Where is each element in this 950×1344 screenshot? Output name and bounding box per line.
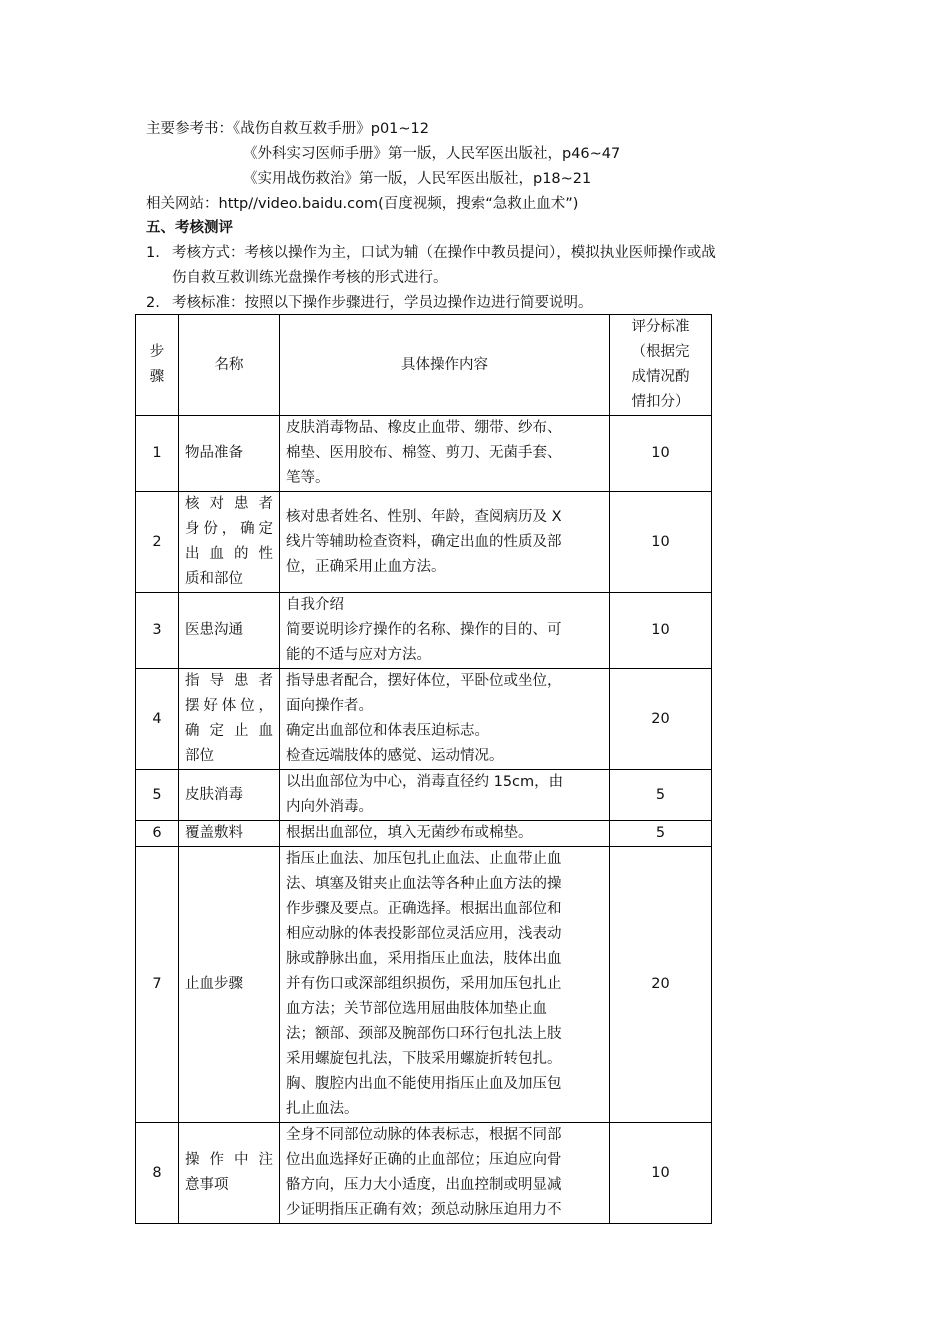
row-name [179,669,280,770]
row-content-line: 采用螺旋包扎法，下肢采用螺旋折转包扎。 [286,1051,562,1067]
row-content-line: 位出血选择好正确的止血部位；压迫应向骨 [286,1152,562,1168]
row-content-line: 棉垫、医用胶布、棉签、剪刀、无菌手套、 [286,445,562,461]
row-content-line: 少证明指压正确有效；颈总动脉压迫用力不 [286,1202,562,1218]
table-row [136,669,712,770]
row-content-line: 法；额部、颈部及腕部伤口环行包扎法上肢 [286,1026,562,1042]
row-content-line: 并有伤口或深部组织损伤，采用加压包扎止 [286,976,562,992]
list-item-2 [146,293,593,313]
row-content-line: 相应动脉的体表投影部位灵活应用，浅表动 [286,926,562,942]
section-title: 五、考核测评 [146,220,233,236]
row-name [179,1123,280,1224]
header-name: 名称 [179,315,280,416]
row-content-line: 面向操作者。 [286,698,373,714]
row-name-line: 止血步骤 [185,976,243,992]
row-content-line: 扎止血法。 [286,1101,359,1117]
row-name-line: 质和部位 [185,571,243,587]
row-content-line: 皮肤消毒物品、橡皮止血带、绷带、纱布、 [286,420,562,436]
row-content-line: 简要说明诊疗操作的名称、操作的目的、可 [286,622,562,638]
row-content-line: 骼方向，压力大小适度，出血控制或明显减 [286,1177,562,1193]
row-name [179,416,280,492]
assessment-table [135,314,712,1224]
row-content-line: 根据出血部位，填入无菌纱布或棉垫。 [286,825,533,841]
table-header-row [136,315,712,416]
row-name [179,492,280,593]
row-content [280,669,610,770]
list-item-1 [146,243,716,263]
header-score [610,315,712,416]
row-content-line: 以出血部位为中心，消毒直径约 15cm，由 [286,774,564,790]
list-item-text: 考核标准：按照以下操作步骤进行，学员边操作边进行简要说明。 [172,295,593,311]
list-item-number: 2. [146,295,160,311]
row-name-line: 摆好体位， [185,698,273,714]
row-content [280,416,610,492]
row-content-line: 笔等。 [286,470,330,486]
row-step: 6 [136,821,179,847]
table-row [136,770,712,821]
header-step-line: 骤 [149,369,165,385]
row-name-line: 覆盖敷料 [185,825,243,841]
row-content-line: 血方法；关节部位选用屈曲肢体加垫止血 [286,1001,547,1017]
row-name [179,847,280,1123]
reference-book-3: 《实用战伤救治》第一版，人民军医出版社，p18~21 [243,171,592,187]
header-step [136,315,179,416]
row-content-line: 确定出血部位和体表压迫标志。 [286,723,489,739]
reference-main-book: 主要参考书：《战伤自救互救手册》p01~12 [146,121,430,137]
row-step: 4 [136,669,179,770]
row-score: 20 [610,847,712,1123]
row-content [280,847,610,1123]
row-name [179,593,280,669]
row-content-line: 自我介绍 [286,597,344,613]
row-score: 5 [610,770,712,821]
row-content-line: 能的不适与应对方法。 [286,647,431,663]
row-content [280,1123,610,1224]
row-step: 1 [136,416,179,492]
row-name-line: 医患沟通 [185,622,243,638]
reference-website: 相关网站：http//video.baidu.com(百度视频，搜索“急救止血术”) [146,196,579,212]
row-name-line: 确定止血 [185,723,273,739]
header-score-line: 评分标准 [631,319,690,335]
row-name-line: 物品准备 [185,445,243,461]
row-name-line: 指导患者 [185,673,273,689]
row-content-line: 位，正确采用止血方法。 [286,558,446,575]
row-content-line: 核对患者姓名、性别、年龄，查阅病历及 X [286,508,562,525]
row-step: 3 [136,593,179,669]
table-row [136,847,712,1123]
row-content [280,770,610,821]
table-row [136,821,712,847]
row-name-line: 操作中注 [185,1152,273,1168]
header-score-line: 情扣分） [631,394,690,410]
row-name-line: 核对患者 [185,496,273,512]
row-step: 7 [136,847,179,1123]
row-step: 5 [136,770,179,821]
row-content [280,492,610,593]
header-content: 具体操作内容 [280,315,610,416]
table-row [136,492,712,593]
row-name-line: 皮肤消毒 [185,786,243,803]
row-score: 10 [610,492,712,593]
row-name [179,770,280,821]
list-item-1-continuation: 伤自救互救训练光盘操作考核的形式进行。 [172,270,448,286]
list-item-text: 考核方式：考核以操作为主，口试为辅（在操作中教员提问），模拟执业医师操作或战 [172,245,716,261]
header-score-line: 成情况酌 [631,369,690,385]
row-content-line: 胸、腹腔内出血不能使用指压止血及加压包 [286,1076,562,1092]
row-name-line: 身份，确定 [185,521,273,537]
row-content [280,821,610,847]
list-item-number: 1. [146,245,160,261]
row-content-line: 指压止血法、加压包扎止血法、止血带止血 [286,851,562,867]
row-score: 10 [610,416,712,492]
row-score: 10 [610,593,712,669]
row-content-line: 脉或静脉出血，采用指压止血法，肢体出血 [286,951,562,967]
row-score: 20 [610,669,712,770]
row-content [280,593,610,669]
row-step: 8 [136,1123,179,1224]
table-row [136,593,712,669]
row-step: 2 [136,492,179,593]
table-row [136,1123,712,1224]
reference-book-2: 《外科实习医师手册》第一版，人民军医出版社，p46~47 [243,146,621,162]
row-content-line: 法、填塞及钳夹止血法等各种止血方法的操 [286,876,562,892]
row-content-line: 全身不同部位动脉的体表标志，根据不同部 [286,1127,562,1143]
row-name-line: 出血的性 [185,546,273,562]
header-score-line: （根据完 [631,344,690,360]
row-score: 5 [610,821,712,847]
row-name-line: 意事项 [185,1177,229,1193]
row-name-line: 部位 [185,748,214,764]
row-content-line: 线片等辅助检查资料，确定出血的性质及部 [286,533,562,550]
row-content-line: 指导患者配合，摆好体位，平卧位或坐位， [286,673,562,689]
row-content-line: 作步骤及要点。正确选择。根据出血部位和 [286,901,562,917]
row-score: 10 [610,1123,712,1224]
header-step-line: 步 [149,344,165,360]
row-content-line: 内向外消毒。 [286,799,373,815]
row-content-line: 检查远端肢体的感觉、运动情况。 [286,748,504,764]
table-row [136,416,712,492]
row-name [179,821,280,847]
